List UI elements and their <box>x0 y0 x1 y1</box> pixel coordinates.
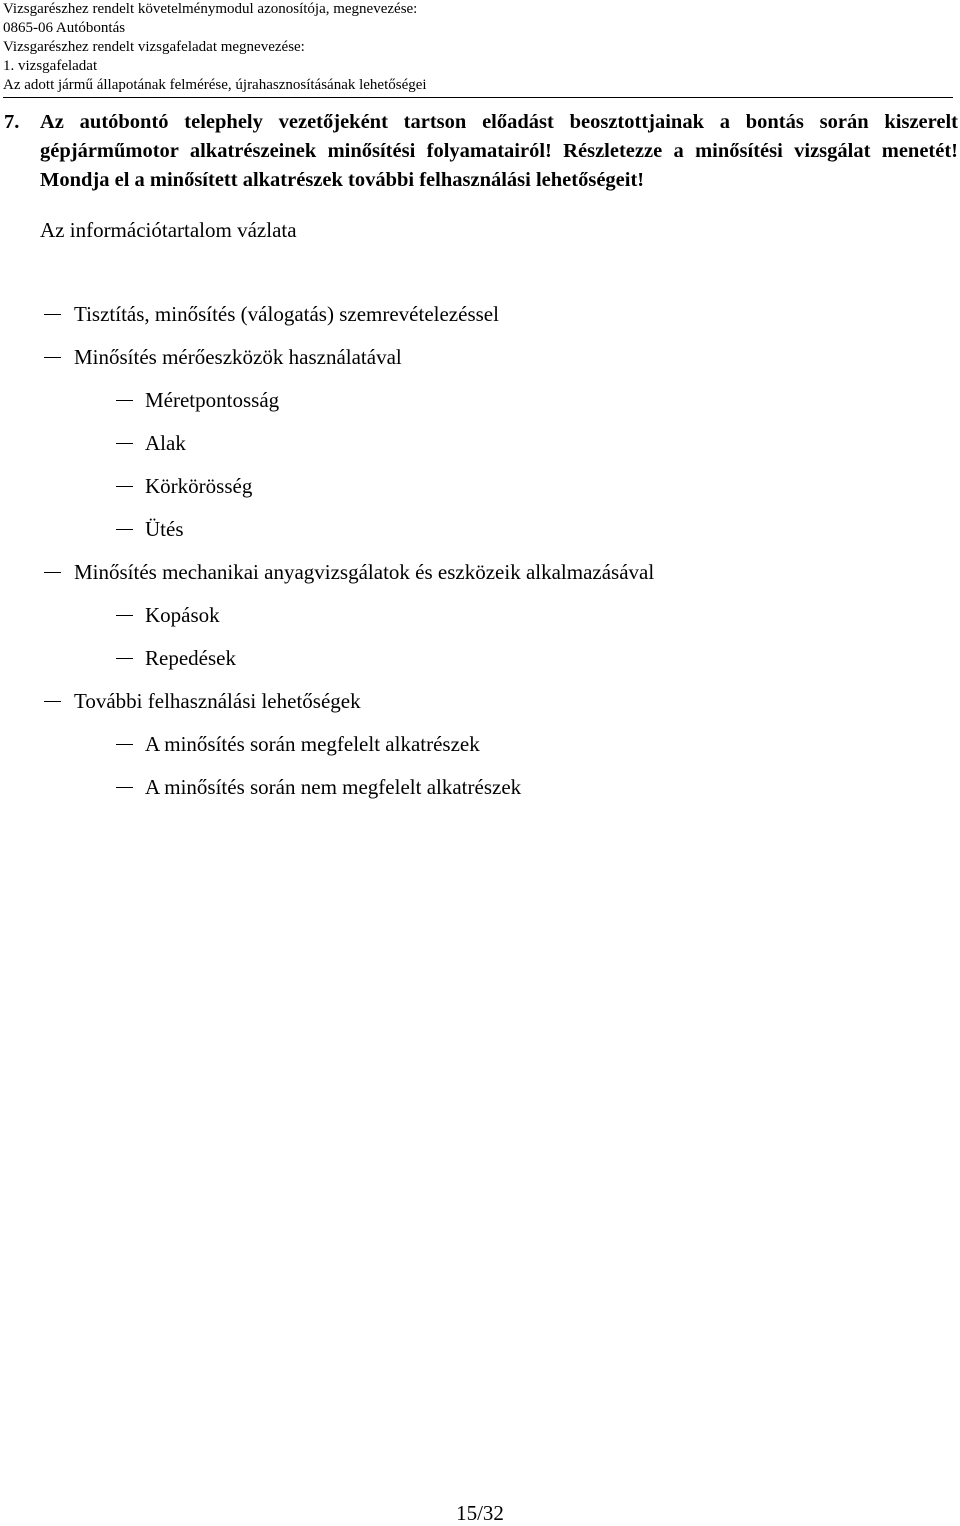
list-subitem-label: Repedések <box>145 646 236 670</box>
list-item-label: Tisztítás, minősítés (válogatás) szemrevételezéssel <box>74 302 499 326</box>
header-line-task-name: 1. vizsgafeladat <box>3 58 98 74</box>
header-line-module-name: 0865-06 Autóbontás <box>3 20 126 36</box>
header-line-module-label: Vizsgarészhez rendelt követelménymodul azonosítója, megnevezése: <box>3 1 418 17</box>
dash-bullet <box>116 787 133 788</box>
list-subitem-label: Körkörösség <box>145 474 253 498</box>
header-line-task-label: Vizsgarészhez rendelt vizsgafeladat megnevezése: <box>3 39 305 55</box>
page-header <box>3 0 953 98</box>
list-subitem <box>0 384 960 427</box>
list-item-label: Minősítés mechanikai anyagvizsgálatok és eszközeik alkalmazásával <box>74 560 655 584</box>
outline-title: Az információtartalom vázlata <box>40 218 297 242</box>
list-subitem <box>0 427 960 470</box>
list-subitem-label: A minősítés során nem megfelelt alkatrészek <box>145 775 522 799</box>
list-item <box>0 685 960 728</box>
list-subitem <box>0 470 960 513</box>
dash-bullet <box>116 658 133 659</box>
dash-bullet <box>44 701 61 702</box>
dash-bullet <box>116 744 133 745</box>
task-number: 7. <box>4 111 20 133</box>
list-item <box>0 341 960 384</box>
list-subitem <box>0 728 960 771</box>
dash-bullet <box>116 529 133 530</box>
task-text: Az autóbontó telephely vezetőjeként tartson előadást beosztottjainak a bontás során kiszerelt gépjárműmotor alkatrészeinek minősítési folyamatairól! Részletezze a minősítési vizsgálat menetét! Mondja el a minősített alkatrészek további felhasználási lehetőségeit! <box>40 111 958 191</box>
header-line-topic: Az adott jármű állapotának felmérése, újrahasznosításának lehetőségei <box>3 77 427 93</box>
list-subitem <box>0 771 960 814</box>
list-subitem-label: Alak <box>145 431 186 455</box>
dash-bullet <box>116 486 133 487</box>
dash-bullet <box>44 572 61 573</box>
list-item <box>0 298 960 341</box>
dash-bullet <box>116 400 133 401</box>
dash-bullet <box>116 443 133 444</box>
list-item-label: Minősítés mérőeszközök használatával <box>74 345 402 369</box>
task-statement <box>0 108 958 195</box>
dash-bullet <box>44 357 61 358</box>
list-item <box>0 556 960 599</box>
list-subitem-label: A minősítés során megfelelt alkatrészek <box>145 732 480 756</box>
list-item-label: További felhasználási lehetőségek <box>74 689 361 713</box>
outline-list <box>0 298 960 814</box>
dash-bullet <box>116 615 133 616</box>
list-subitem-label: Méretpontosság <box>145 388 280 412</box>
page-number: 15/32 <box>456 1501 504 1525</box>
list-subitem-label: Ütés <box>145 517 184 541</box>
list-subitem-label: Kopások <box>145 603 220 627</box>
list-subitem <box>0 599 960 642</box>
dash-bullet <box>44 314 61 315</box>
page-footer <box>0 1500 960 1526</box>
list-subitem <box>0 513 960 556</box>
list-subitem <box>0 642 960 685</box>
